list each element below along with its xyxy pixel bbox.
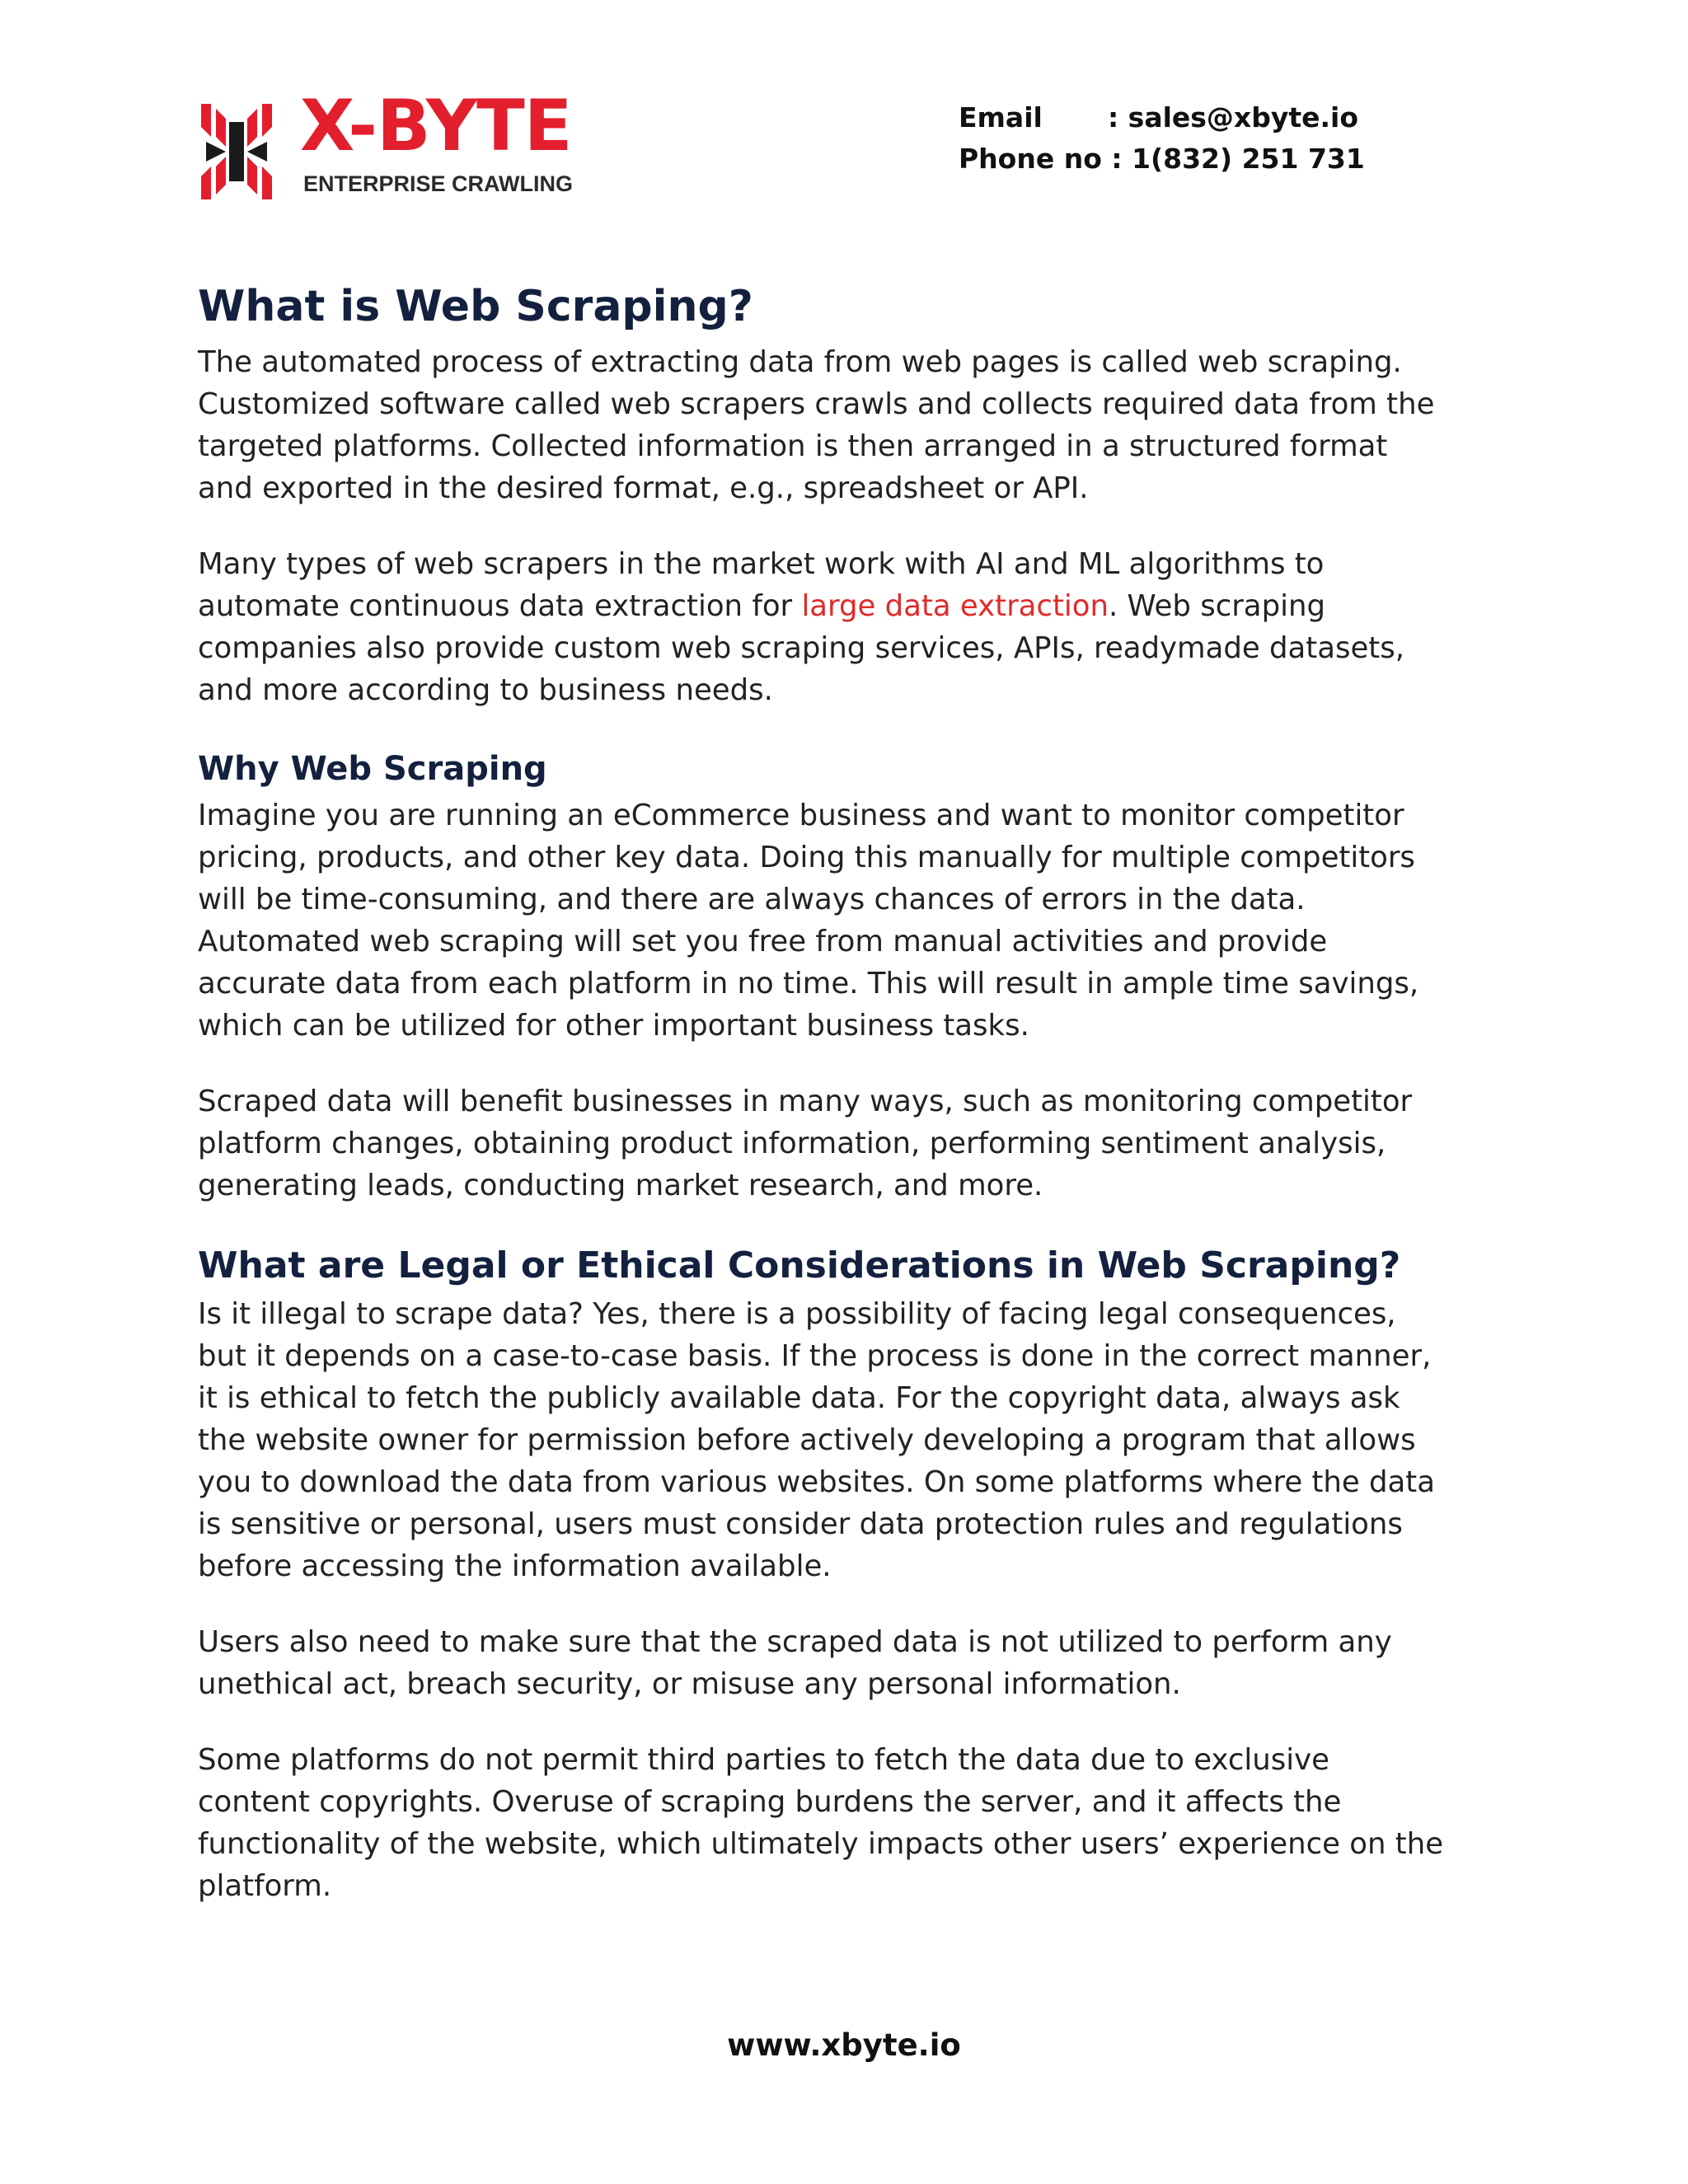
email-label: Email <box>959 101 1043 134</box>
intro-paragraph-2-text-b: . Web scraping companies also provide custom web scraping services, APIs, readymade datasets, and more according to business needs. <box>198 589 1404 707</box>
logo-tagline: ENTERPRISE CRAWLING <box>303 171 574 196</box>
contact-info <box>959 97 1365 180</box>
article-body <box>198 277 1500 1941</box>
legal-paragraph-1: Is it illegal to scrape data? Yes, there is a possibility of facing legal consequences, but it depends on a case-to-case basis. If the process is done in the correct manner, it is ethical to fetch the publicly available data. For the copyright data, always ask the website owner for permission before actively developing a program that allows you to download the data from various websites. On some platforms where the data is sensitive or personal, users must consider data protection rules and regulations before accessing the information available. <box>198 1297 1435 1583</box>
xbyte-logo <box>201 85 588 201</box>
legal-considerations-heading: What are Legal or Ethical Considerations in Web Scraping? <box>198 1244 1401 1286</box>
footer-url[interactable]: www.xbyte.io <box>727 2027 961 2063</box>
intro-paragraph-1: The automated process of extracting data from web pages is called web scraping. Customized software called web scrapers crawls and collects required data from the targeted platforms. Collected information is then arranged in a structured format and exported in the desired format, e.g., spreadsheet or API. <box>198 345 1435 505</box>
why-paragraph-1: Imagine you are running an eCommerce business and want to monitor competitor pricing, products, and other key data. Doing this manually for multiple competitors will be time-consuming, and there are always chances of errors in the data. Automated web scraping will set you free from manual activities and provide accurate data from each platform in no time. This will result in ample time savings, which can be utilized for other important business tasks. <box>198 799 1419 1043</box>
phone-row <box>959 138 1365 180</box>
email-row <box>959 97 1365 138</box>
legal-paragraph-3: Some platforms do not permit third parties to fetch the data due to exclusive content copyrights. Overuse of scraping burdens the server, and it affects the functionality of the website, which ultimately impacts other users’ experience on the platform. <box>198 1743 1444 1903</box>
email-value[interactable]: : sales@xbyte.io <box>1108 101 1359 134</box>
large-data-extraction-link[interactable]: large data extraction <box>801 589 1109 623</box>
phone-label: Phone no <box>959 143 1102 175</box>
page-title: What is Web Scraping? <box>198 282 753 331</box>
why-paragraph-2: Scraped data will benefit businesses in many ways, such as monitoring competitor platform changes, obtaining product information, performing sentiment analysis, generating leads, conducting market research, and more. <box>198 1085 1413 1202</box>
intro-paragraph-2-text-a: Many types of web scrapers in the market work with AI and ML algorithms to automate continuous data extraction for <box>198 547 1325 623</box>
xbyte-logo-mark-icon <box>201 104 272 199</box>
intro-paragraph-2 <box>198 543 1500 711</box>
logo-wordmark: X-BYTE <box>300 85 572 167</box>
legal-paragraph-2: Users also need to make sure that the scraped data is not utilized to perform any unethical act, breach security, or misuse any personal information. <box>198 1625 1392 1701</box>
why-web-scraping-heading: Why Web Scraping <box>198 750 547 788</box>
phone-value[interactable]: : 1(832) 251 731 <box>1111 143 1365 175</box>
